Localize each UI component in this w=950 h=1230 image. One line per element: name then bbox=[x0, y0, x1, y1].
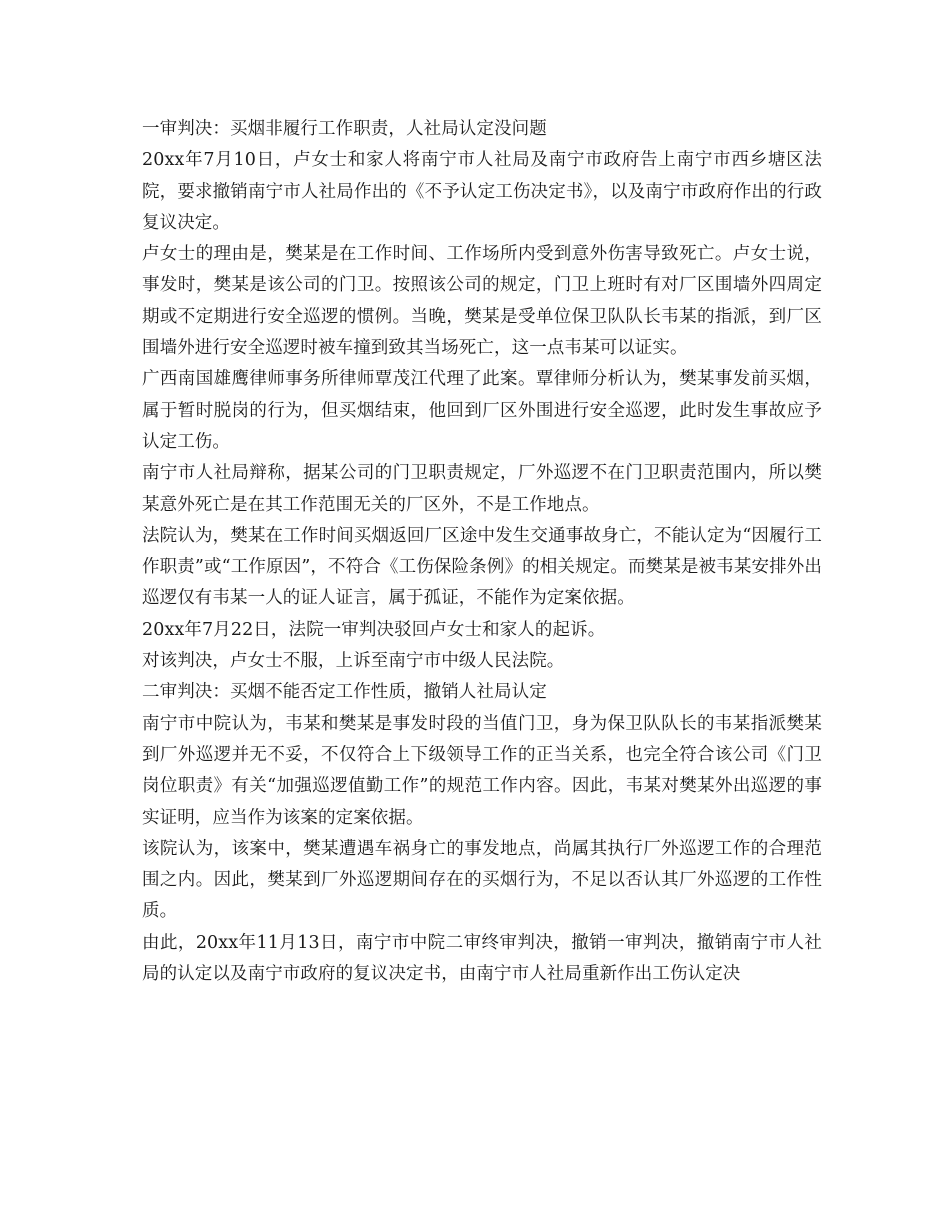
paragraph: 对该判决，卢女士不服，上诉至南宁市中级人民法院。 bbox=[142, 651, 565, 672]
document-body bbox=[142, 114, 822, 990]
paragraph: 南宁市人社局辩称，据某公司的门卫职责规定，厂外巡逻不在门卫职责范围内，所以樊某意外死亡是在其工作范围无关的厂区外，不是工作地点。 bbox=[142, 463, 822, 515]
paragraph: 由此，20xx年11月13日，南宁市中院二审终审判决，撤销一审判决，撤销南宁市人社局的认定以及南宁市政府的复议决定书，由南宁市人社局重新作出工伤认定决 bbox=[142, 932, 822, 985]
paragraph: 卢女士的理由是，樊某是在工作时间、工作场所内受到意外伤害导致死亡。卢女士说，事发时，樊某是该公司的门卫。按照该公司的规定，门卫上班时有对厂区围墙外四周定期或不定期进行安全巡逻的惯例。当晚，樊某是受单位保卫队队长韦某的指派，到厂区围墙外进行安全巡逻时被车撞到致其当场死亡，这一点韦某可以证实。 bbox=[142, 244, 822, 359]
paragraph: 南宁市中院认为，韦某和樊某是事发时段的当值门卫，身为保卫队队长的韦某指派樊某到厂外巡逻并无不妥，不仅符合上下级领导工作的正当关系，也完全符合该公司《门卫岗位职责》有关“加强巡逻值勤工作”的规范工作内容。因此，韦某对樊某外出巡逻的事实证明，应当作为该案的定案依据。 bbox=[142, 713, 822, 828]
section-heading-second-trial: 二审判决：买烟不能否定工作性质，撤销人社局认定 bbox=[142, 682, 547, 703]
paragraph: 该院认为，该案中，樊某遭遇车祸身亡的事发地点，尚属其执行厂外巡逻工作的合理范围之内。因此，樊某到厂外巡逻期间存在的买烟行为，不足以否认其厂外巡逻的工作性质。 bbox=[142, 838, 822, 922]
paragraph: 广西南国雄鹰律师事务所律师覃茂江代理了此案。覃律师分析认为，樊某事发前买烟，属于暂时脱岗的行为，但买烟结束，他回到厂区外围进行安全巡逻，此时发生事故应予认定工伤。 bbox=[142, 369, 822, 452]
paragraph: 法院认为，樊某在工作时间买烟返回厂区途中发生交通事故身亡，不能认定为“因履行工作职责”或“工作原因”，不符合《工伤保险条例》的相关规定。而樊某是被韦某安排外出巡逻仅有韦某一人的证人证言，属于孤证，不能作为定案依据。 bbox=[142, 525, 822, 609]
paragraph: 20xx年7月22日，法院一审判决驳回卢女士和家人的起诉。 bbox=[142, 619, 606, 640]
paragraph: 20xx年7月10日，卢女士和家人将南宁市人社局及南宁市政府告上南宁市西乡塘区法院，要求撤销南宁市人社局作出的《不予认定工伤决定书》，以及南宁市政府作出的行政复议决定。 bbox=[142, 150, 822, 233]
section-heading-first-trial: 一审判决：买烟非履行工作职责，人社局认定没问题 bbox=[142, 119, 547, 139]
